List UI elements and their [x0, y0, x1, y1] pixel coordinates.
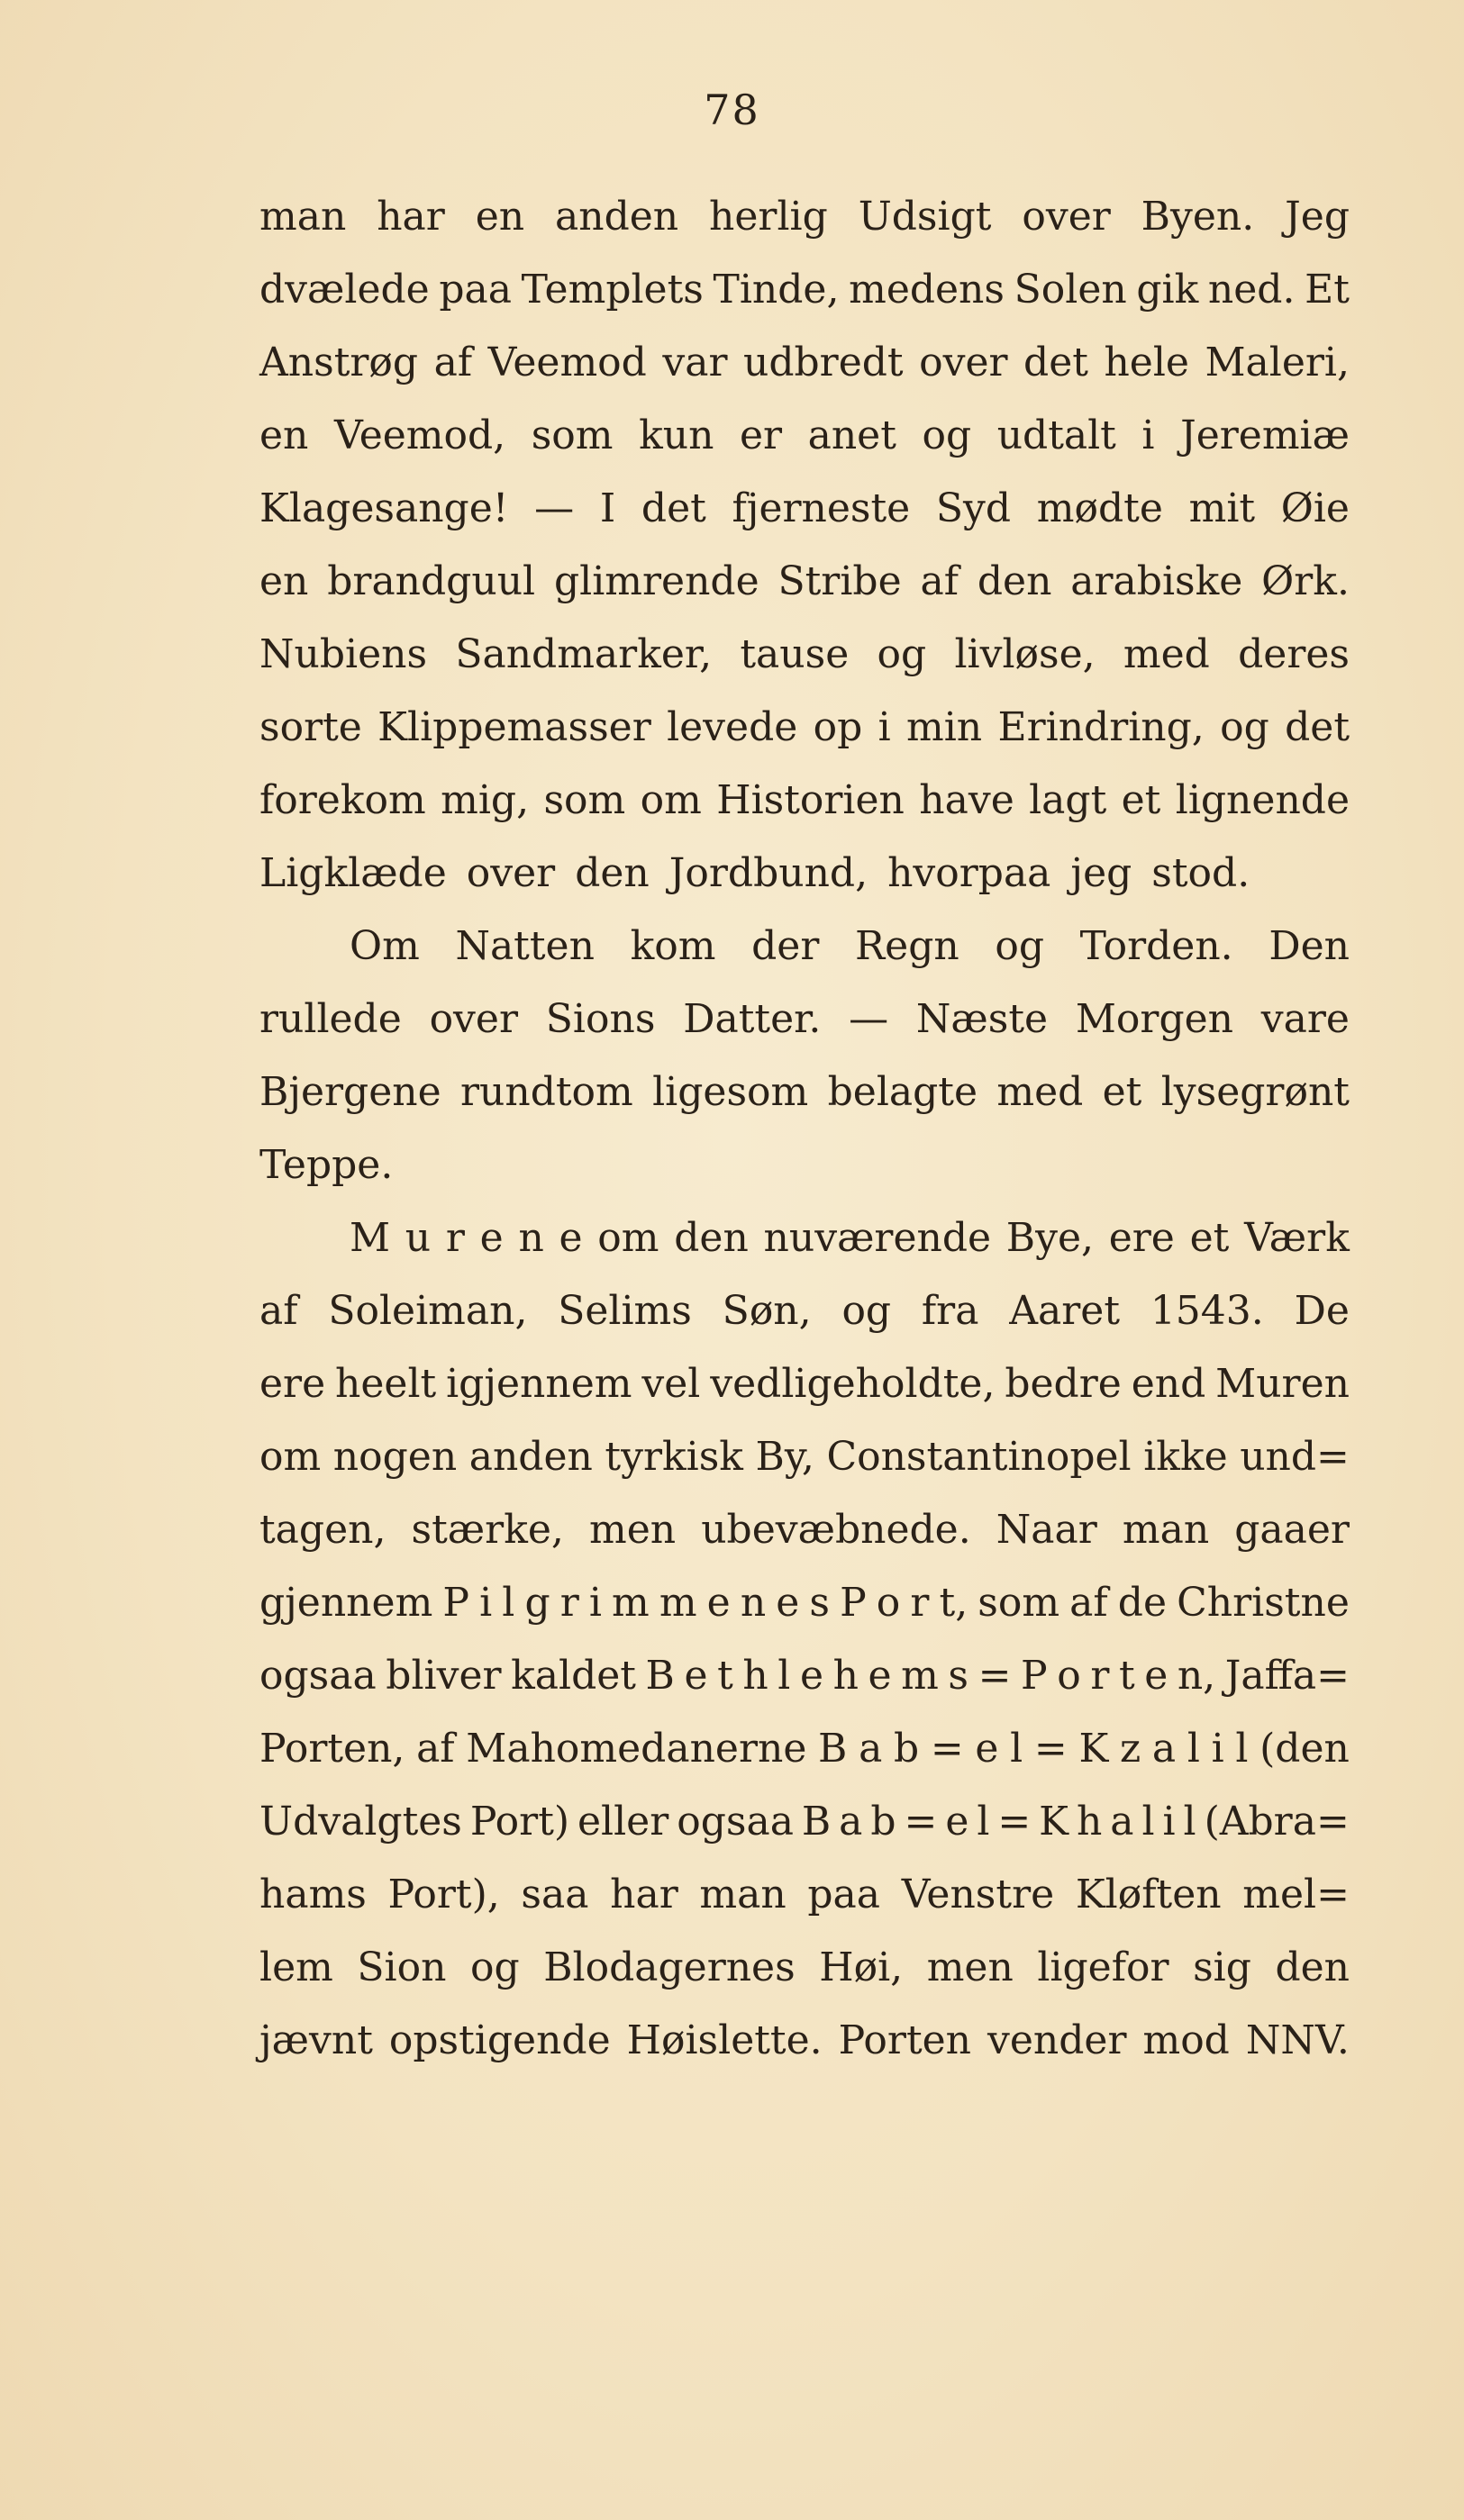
word: n — [740, 1580, 767, 1626]
word: have — [919, 777, 1014, 823]
word: i — [479, 1580, 493, 1626]
word: Bjergene — [259, 1069, 441, 1115]
word: Sions — [545, 996, 656, 1042]
text-line — [259, 2004, 1350, 2077]
word: Tinde, — [713, 267, 840, 313]
word: ligefor — [1037, 1944, 1169, 1990]
word: l — [777, 1653, 791, 1699]
word: med — [1123, 631, 1210, 677]
word: gik — [1136, 267, 1199, 313]
word: B — [645, 1653, 675, 1699]
word: (den — [1259, 1726, 1350, 1772]
word: et — [1121, 777, 1161, 823]
word: livløse, — [954, 631, 1096, 677]
word: h — [1077, 1799, 1103, 1845]
word: Den — [1268, 923, 1350, 969]
word: Klippemasser — [377, 704, 651, 750]
word: I — [599, 485, 616, 531]
word: nuværende — [763, 1215, 992, 1261]
word: l — [1235, 1726, 1249, 1772]
word: r — [910, 1580, 930, 1626]
word: s — [948, 1653, 969, 1699]
word: Jeremiæ — [1180, 412, 1350, 458]
word: den — [575, 850, 650, 896]
word: h — [742, 1653, 768, 1699]
word: = — [904, 1799, 938, 1845]
word: l — [502, 1580, 515, 1626]
word: kun — [639, 412, 714, 458]
word: anden — [468, 1434, 593, 1480]
word: med — [996, 1069, 1084, 1115]
text-line — [259, 764, 1350, 837]
text-line — [259, 1420, 1350, 1493]
word: a — [839, 1799, 863, 1845]
word: = — [997, 1799, 1032, 1845]
word: = — [930, 1726, 964, 1772]
word: n, — [1177, 1653, 1216, 1699]
word: saa — [521, 1872, 589, 1917]
word: i — [877, 704, 891, 750]
word: som — [543, 777, 626, 823]
word: Øie — [1280, 485, 1350, 531]
word: Porten, — [259, 1726, 405, 1772]
word: medens — [849, 267, 1005, 313]
word: og — [922, 412, 972, 458]
word: = — [978, 1653, 1012, 1699]
word: Søn, — [722, 1288, 812, 1334]
word: i — [1162, 1799, 1176, 1845]
word: Klagesange! — [259, 485, 509, 531]
word: ogsaa — [259, 1653, 377, 1699]
word: om — [259, 1434, 322, 1480]
word: Regn — [855, 923, 959, 969]
word: vender — [987, 2017, 1127, 2063]
word: vel — [641, 1361, 701, 1407]
word: (Abra= — [1204, 1799, 1350, 1845]
word: i — [588, 1580, 602, 1626]
word: jeg — [1070, 850, 1132, 896]
word: B — [818, 1726, 848, 1772]
text-line — [259, 326, 1350, 399]
word: l — [1010, 1726, 1023, 1772]
word: af — [259, 1288, 298, 1334]
word: o — [876, 1580, 901, 1626]
word: var — [662, 340, 728, 385]
word: Høi, — [819, 1944, 904, 1990]
word: en — [259, 412, 309, 458]
word: jævnt — [259, 2017, 373, 2063]
word: stod. — [1151, 850, 1250, 896]
word: har — [610, 1872, 678, 1917]
word: — — [534, 485, 575, 531]
word: tyrkisk — [605, 1434, 743, 1480]
word: Sandmarker, — [455, 631, 713, 677]
word: og — [841, 1288, 892, 1334]
word: z — [1120, 1726, 1141, 1772]
word: stærke, — [411, 1507, 564, 1553]
word: end — [1131, 1361, 1206, 1407]
text-line — [259, 1639, 1350, 1712]
word: Jordbund, — [668, 850, 868, 896]
text-line — [259, 1274, 1350, 1347]
word: om — [640, 777, 702, 823]
word: hams — [259, 1872, 367, 1917]
word: Veemod, — [333, 412, 506, 458]
word: Maleri, — [1205, 340, 1350, 385]
word: Soleiman, — [328, 1288, 528, 1334]
word: l — [1187, 1726, 1200, 1772]
word: Port) — [469, 1799, 570, 1845]
word: B — [801, 1799, 832, 1845]
word: Naar — [996, 1507, 1097, 1553]
word: levede — [667, 704, 798, 750]
word: Datter. — [683, 996, 822, 1042]
word: bedre — [1005, 1361, 1122, 1407]
text-line — [259, 1201, 1350, 1274]
text-line — [259, 910, 1350, 983]
word: Byen. — [1141, 194, 1255, 240]
text-line — [259, 1566, 1350, 1639]
word: M — [350, 1215, 391, 1261]
word: af — [920, 558, 959, 604]
word: herlig — [709, 194, 828, 240]
word: et — [1189, 1215, 1230, 1261]
word: den — [674, 1215, 749, 1261]
word: b — [894, 1726, 920, 1772]
text-line — [259, 1347, 1350, 1420]
word: = — [1033, 1726, 1068, 1772]
word: NNV. — [1245, 2017, 1350, 2063]
text-line — [259, 399, 1350, 472]
word: sorte — [259, 704, 362, 750]
word: lagt — [1029, 777, 1107, 823]
word: forekom — [259, 777, 426, 823]
word: Nubiens — [259, 631, 428, 677]
word: Erindring, — [997, 704, 1205, 750]
word: fra — [921, 1288, 979, 1334]
text-line — [259, 472, 1350, 545]
word: og — [877, 631, 927, 677]
word: Bye, — [1005, 1215, 1094, 1261]
word: t — [717, 1653, 733, 1699]
text-line — [259, 253, 1350, 326]
word: Sion — [357, 1944, 447, 1990]
word: og — [469, 1944, 520, 1990]
word: mig, — [441, 777, 530, 823]
word: i — [1141, 412, 1155, 458]
text-line — [259, 983, 1350, 1056]
word: gaaer — [1234, 1507, 1350, 1553]
text-line — [259, 180, 1350, 253]
word: kom — [630, 923, 716, 969]
word: m — [901, 1653, 939, 1699]
text-line — [259, 1129, 1350, 1201]
text-line — [259, 691, 1350, 764]
word: rullede — [259, 996, 402, 1042]
word: o — [1057, 1653, 1081, 1699]
text-line — [259, 545, 1350, 618]
word: Veemod — [487, 340, 647, 385]
text-line — [259, 837, 1350, 910]
word: Værk — [1244, 1215, 1350, 1261]
word: af — [1069, 1580, 1108, 1626]
word: eller — [577, 1799, 669, 1845]
text-line — [259, 1712, 1350, 1785]
word: ogsaa — [677, 1799, 794, 1845]
word: opstigende — [388, 2017, 611, 2063]
word: t, — [939, 1580, 968, 1626]
word: h — [832, 1653, 859, 1699]
word: man — [1122, 1507, 1210, 1553]
word: Høislette. — [626, 2017, 823, 2063]
word: e — [945, 1799, 969, 1845]
text-line — [259, 1056, 1350, 1129]
word: Ørk. — [1261, 558, 1350, 604]
word: hele — [1104, 340, 1189, 385]
word: det — [641, 485, 706, 531]
word: m — [659, 1580, 697, 1626]
word: Syd — [935, 485, 1012, 531]
word: Udsigt — [858, 194, 992, 240]
word: Torden. — [1079, 923, 1233, 969]
word: Blodagernes — [543, 1944, 796, 1990]
word: men — [588, 1507, 677, 1553]
word: K — [1078, 1726, 1109, 1772]
word: er — [739, 412, 783, 458]
word: og — [1220, 704, 1269, 750]
word: l — [977, 1799, 990, 1845]
word: n — [518, 1215, 544, 1261]
word: som — [531, 412, 614, 458]
word: lysegrønt — [1160, 1069, 1350, 1115]
word: r — [1090, 1653, 1110, 1699]
word: u — [405, 1215, 432, 1261]
word: op — [813, 704, 863, 750]
word: mødte — [1036, 485, 1163, 531]
word: et — [1102, 1069, 1142, 1115]
word: over — [919, 340, 1008, 385]
word: over — [1022, 194, 1111, 240]
page-number: 78 — [704, 86, 760, 134]
word: det — [1023, 340, 1088, 385]
word: nogen — [332, 1434, 458, 1480]
word: over — [466, 850, 556, 896]
word: Aaret — [1009, 1288, 1121, 1334]
word: fjerneste — [732, 485, 911, 531]
word: e — [706, 1580, 731, 1626]
word: Muren — [1215, 1361, 1350, 1407]
word: l — [1183, 1799, 1196, 1845]
word: und= — [1240, 1434, 1350, 1480]
word: Et — [1305, 267, 1350, 313]
word: Historien — [716, 777, 905, 823]
word: ned. — [1207, 267, 1296, 313]
word: mel= — [1242, 1872, 1350, 1917]
word: t — [1118, 1653, 1135, 1699]
word: der — [751, 923, 820, 969]
word: a — [1151, 1726, 1177, 1772]
word: bliver — [386, 1653, 502, 1699]
word: Næste — [915, 996, 1049, 1042]
word: Port), — [387, 1872, 500, 1917]
word: glimrende — [553, 558, 759, 604]
word: P — [840, 1580, 867, 1626]
word: e — [684, 1653, 708, 1699]
word: paa — [439, 267, 512, 313]
word: Anstrøg — [259, 340, 419, 385]
word: De — [1294, 1288, 1350, 1334]
word: K — [1039, 1799, 1069, 1845]
word: Porten — [838, 2017, 972, 2063]
word: den — [1275, 1944, 1350, 1990]
word: s — [809, 1580, 830, 1626]
word: g — [524, 1580, 550, 1626]
word: af — [416, 1726, 455, 1772]
word: ikke — [1143, 1434, 1228, 1480]
word: r — [559, 1580, 579, 1626]
word: gjennem — [259, 1580, 433, 1626]
word: min — [906, 704, 983, 750]
word: af — [433, 340, 473, 385]
word: m — [612, 1580, 650, 1626]
word: men — [926, 1944, 1014, 1990]
word: By, — [755, 1434, 814, 1480]
word: de — [1117, 1580, 1168, 1626]
text-line — [259, 1858, 1350, 1931]
body-text — [259, 180, 1350, 2077]
word: belagte — [827, 1069, 978, 1115]
word: Udvalgtes — [259, 1799, 462, 1845]
word: om — [597, 1215, 659, 1261]
word: P — [442, 1580, 469, 1626]
word: dvælede — [259, 267, 430, 313]
word: Jaffa= — [1224, 1653, 1350, 1699]
word: i — [1211, 1726, 1224, 1772]
text-line — [259, 1931, 1350, 2004]
word: som — [978, 1580, 1060, 1626]
word: Om — [350, 923, 420, 969]
word: ere — [1108, 1215, 1175, 1261]
word: man — [259, 194, 347, 240]
word: e — [975, 1726, 999, 1772]
word: sig — [1193, 1944, 1251, 1990]
word: Morgen — [1075, 996, 1233, 1042]
word: heelt — [335, 1361, 437, 1407]
word: P — [1021, 1653, 1048, 1699]
word: over — [429, 996, 518, 1042]
word: mit — [1188, 485, 1256, 531]
word: Teppe. — [259, 1142, 394, 1188]
word: paa — [807, 1872, 881, 1917]
word: udtalt — [996, 412, 1116, 458]
word: Natten — [455, 923, 595, 969]
word: Jeg — [1285, 194, 1350, 240]
word: brandguul — [327, 558, 536, 604]
word: Stribe — [777, 558, 902, 604]
word: arabiske — [1070, 558, 1243, 604]
word: det — [1285, 704, 1350, 750]
word: e — [799, 1653, 823, 1699]
word: e — [479, 1215, 504, 1261]
word: anden — [555, 194, 679, 240]
word: og — [995, 923, 1045, 969]
word: lignende — [1175, 777, 1350, 823]
word: man — [699, 1872, 787, 1917]
word: e — [776, 1580, 800, 1626]
word: r — [445, 1215, 465, 1261]
word: vare — [1260, 996, 1350, 1042]
word: kaldet — [511, 1653, 636, 1699]
word: e — [868, 1653, 892, 1699]
word: a — [1110, 1799, 1134, 1845]
word: a — [859, 1726, 883, 1772]
word: ligesom — [652, 1069, 809, 1115]
text-line — [259, 1493, 1350, 1566]
word: ere — [259, 1361, 326, 1407]
word: Selims — [558, 1288, 692, 1334]
word: igjennem — [446, 1361, 632, 1407]
word: mod — [1142, 2017, 1230, 2063]
word: 1543. — [1150, 1288, 1264, 1334]
word: Templets — [521, 267, 704, 313]
word: har — [377, 194, 445, 240]
text-line — [259, 618, 1350, 691]
text-line — [259, 1785, 1350, 1858]
word: Ligklæde — [259, 850, 447, 896]
word: l — [1141, 1799, 1155, 1845]
word: Solen — [1014, 267, 1127, 313]
word: den — [977, 558, 1052, 604]
word: anet — [807, 412, 896, 458]
word: en — [475, 194, 525, 240]
word: udbredt — [743, 340, 904, 385]
word: hvorpaa — [887, 850, 1051, 896]
word: e — [559, 1215, 583, 1261]
word: tause — [740, 631, 850, 677]
word: vedligeholdte, — [710, 1361, 996, 1407]
word: Constantinopel — [826, 1434, 1132, 1480]
word: deres — [1238, 631, 1350, 677]
word: e — [1144, 1653, 1168, 1699]
word: — — [849, 996, 889, 1042]
word: Mahomedanerne — [466, 1726, 807, 1772]
word: b — [870, 1799, 896, 1845]
word: Christne — [1177, 1580, 1350, 1626]
word: ubevæbnede. — [701, 1507, 971, 1553]
word: en — [259, 558, 309, 604]
word: Venstre — [901, 1872, 1055, 1917]
word: tagen, — [259, 1507, 386, 1553]
word: lem — [259, 1944, 333, 1990]
word: rundtom — [459, 1069, 633, 1115]
word: Kløften — [1075, 1872, 1222, 1917]
